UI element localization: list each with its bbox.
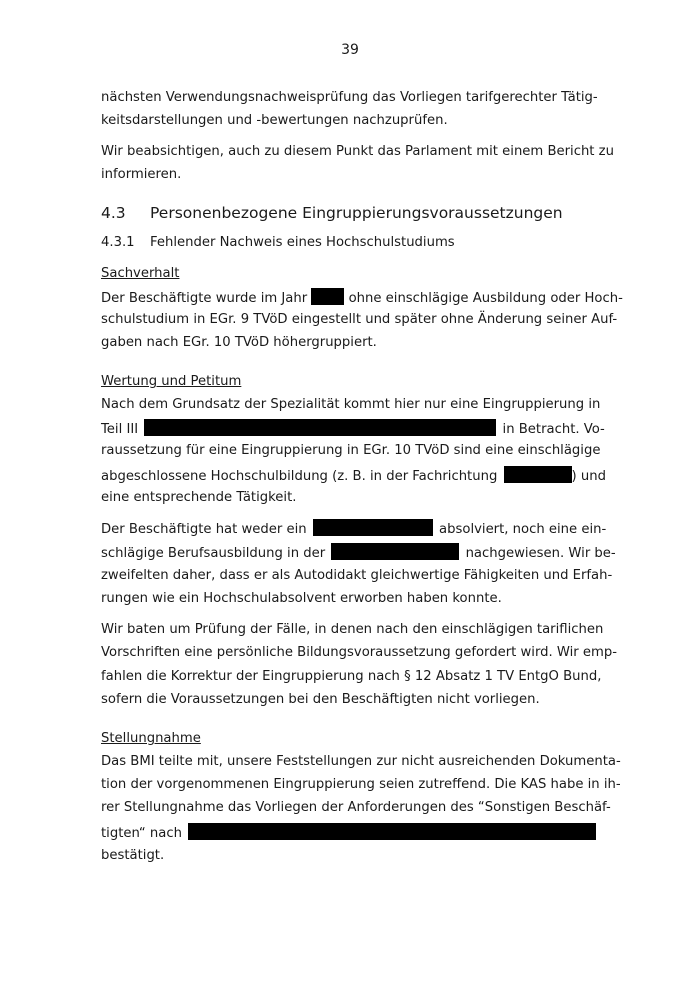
wertung-p3-line-2: Vorschriften eine persönliche Bildungsvoraussetzung gefordert wird. Wir emp- bbox=[101, 645, 618, 660]
redaction-block bbox=[144, 419, 496, 436]
redaction-block bbox=[313, 519, 433, 536]
page-number: 39 bbox=[341, 42, 359, 58]
wertung-p2-line-2 bbox=[101, 543, 616, 563]
wertung-p2-line-3: zweifelten daher, dass er als Autodidakt gleichwertige Fähigkeiten und Erfah- bbox=[101, 568, 613, 583]
subsection-heading bbox=[101, 235, 455, 250]
wertung-p1-line-1: Nach dem Grundsatz der Spezialität kommt hier nur eine Eingruppierung in bbox=[101, 397, 601, 412]
text-segment: nachgewiesen. Wir be- bbox=[465, 546, 616, 561]
stellungnahme-line-2: tion der vorgenommenen Eingruppierung seien zutreffend. Die KAS habe in ih- bbox=[101, 777, 621, 792]
intro-line-2: keitsdarstellungen und -bewertungen nachzuprüfen. bbox=[101, 113, 448, 128]
sachverhalt-line-1 bbox=[101, 288, 623, 308]
wertung-heading: Wertung und Petitum bbox=[101, 374, 242, 389]
wertung-p3-line-4: sofern die Voraussetzungen bei den Beschäftigten nicht vorliegen. bbox=[101, 692, 540, 707]
text-segment: Der Beschäftigte wurde im Jahr bbox=[101, 291, 308, 306]
text-segment: ) und bbox=[571, 469, 606, 484]
sachverhalt-heading: Sachverhalt bbox=[101, 266, 180, 281]
wertung-p2-line-4: rungen wie ein Hochschulabsolvent erworben haben konnte. bbox=[101, 591, 502, 606]
text-segment: schlägige Berufsausbildung in der bbox=[101, 546, 326, 561]
text-segment: abgeschlossene Hochschulbildung (z. B. in der Fachrichtung bbox=[101, 469, 498, 484]
text-segment: Der Beschäftigte hat weder ein bbox=[101, 522, 307, 537]
redaction-block bbox=[504, 466, 572, 483]
intro-line-1: nächsten Verwendungsnachweisprüfung das Vorliegen tarifgerechter Tätig- bbox=[101, 90, 598, 105]
stellungnahme-line-4 bbox=[101, 823, 596, 843]
text-segment: ohne einschlägige Ausbildung oder Hoch- bbox=[348, 291, 623, 306]
sachverhalt-line-2: schulstudium in EGr. 9 TVöD eingestellt und später ohne Änderung seiner Auf- bbox=[101, 312, 618, 327]
wertung-p2-line-1 bbox=[101, 519, 606, 539]
wertung-p1-line-4 bbox=[101, 466, 606, 486]
parliament-line-2: informieren. bbox=[101, 167, 182, 182]
sachverhalt-line-3: gaben nach EGr. 10 TVöD höhergruppiert. bbox=[101, 335, 377, 350]
stellungnahme-line-1: Das BMI teilte mit, unsere Feststellungen zur nicht ausreichenden Dokumenta- bbox=[101, 754, 621, 769]
stellungnahme-heading: Stellungnahme bbox=[101, 731, 201, 746]
redaction-block bbox=[311, 288, 344, 305]
wertung-p3-line-3: fahlen die Korrektur der Eingruppierung nach § 12 Absatz 1 TV EntgO Bund, bbox=[101, 669, 602, 684]
section-title: Personenbezogene Eingruppierungsvoraussetzungen bbox=[150, 204, 563, 222]
stellungnahme-line-3: rer Stellungnahme das Vorliegen der Anforderungen des “Sonstigen Beschäf- bbox=[101, 800, 611, 815]
section-number: 4.3 bbox=[101, 204, 126, 222]
section-heading bbox=[101, 204, 563, 222]
subsection-title: Fehlender Nachweis eines Hochschulstudiums bbox=[150, 235, 455, 250]
text-segment: in Betracht. Vo- bbox=[502, 422, 605, 437]
parliament-line-1: Wir beabsichtigen, auch zu diesem Punkt das Parlament mit einem Bericht zu bbox=[101, 144, 614, 159]
text-segment: Teil III bbox=[101, 422, 139, 437]
wertung-p1-line-2 bbox=[101, 419, 605, 439]
stellungnahme-line-5: bestätigt. bbox=[101, 848, 165, 863]
text-segment: tigten“ nach bbox=[101, 826, 182, 841]
redaction-block bbox=[331, 543, 459, 560]
wertung-p3-line-1: Wir baten um Prüfung der Fälle, in denen nach den einschlägigen tariflichen bbox=[101, 622, 604, 637]
redaction-block bbox=[188, 823, 596, 840]
text-segment: absolviert, noch eine ein- bbox=[439, 522, 607, 537]
wertung-p1-line-3: raussetzung für eine Eingruppierung in EGr. 10 TVöD sind eine einschlägige bbox=[101, 443, 601, 458]
subsection-number: 4.3.1 bbox=[101, 235, 135, 250]
wertung-p1-line-5: eine entsprechende Tätigkeit. bbox=[101, 490, 297, 505]
